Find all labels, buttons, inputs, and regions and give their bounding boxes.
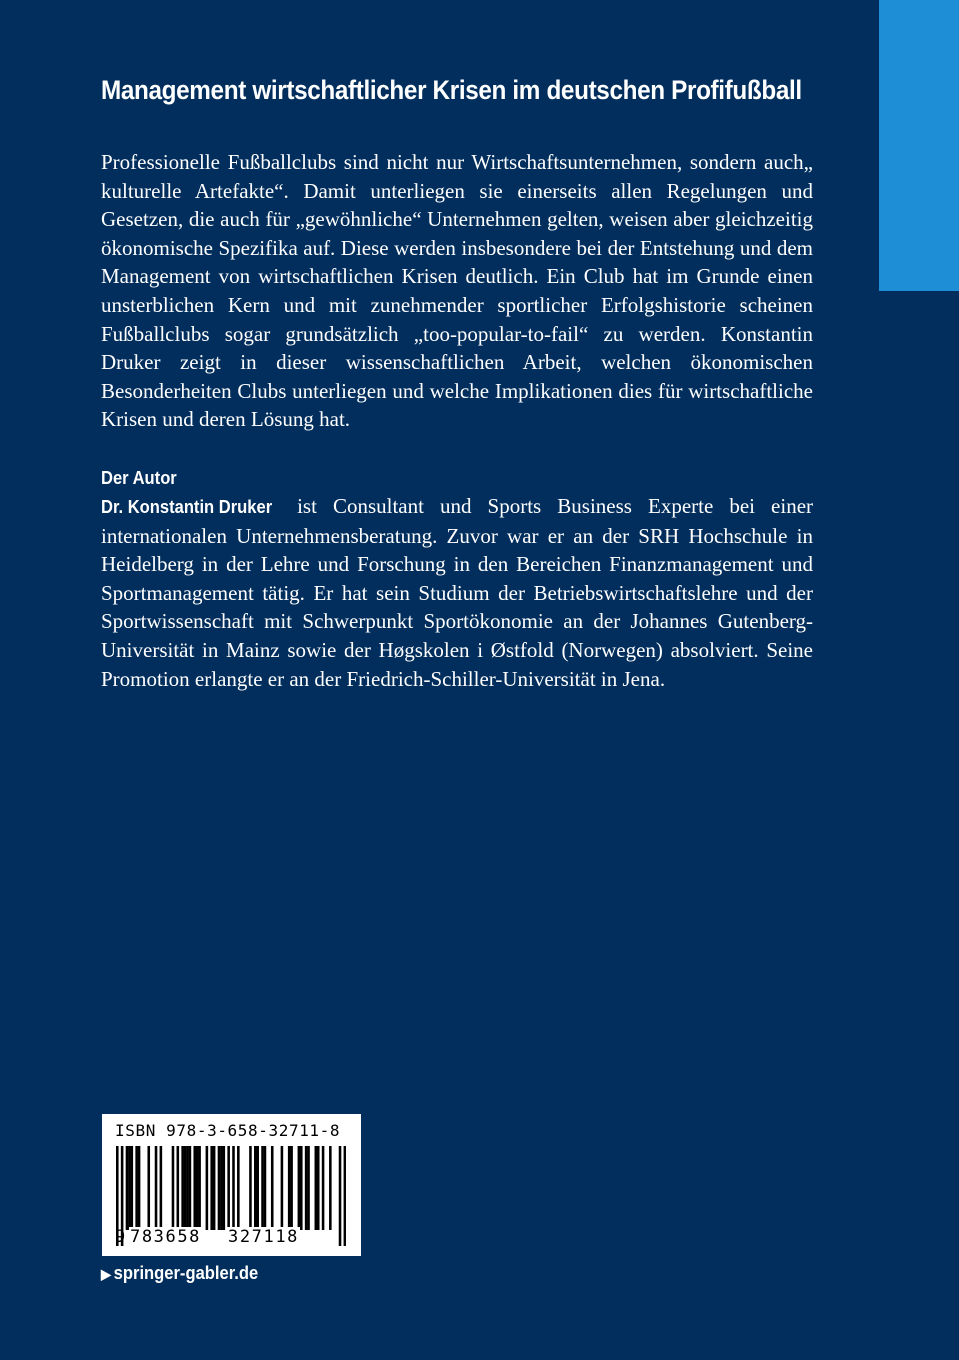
barcode-bar: [256, 1146, 259, 1230]
barcode-digits-left: 783658: [130, 1227, 202, 1247]
barcode-bar: [218, 1146, 221, 1230]
barcode-bar: [131, 1146, 134, 1230]
book-blurb: Professionelle Fußballclubs sind nicht nur Wirtschaftsunternehmen, sondern auch„ kulturelle Artefakte“. Damit unterliegen sie einerseits allen Regelungen und Gesetzen, die auch für „gewöhnliche“ Unternehmen gelten, weisen aber gleichzeitig ökonomische Spezifika auf. Diese werden insbesondere bei der Entstehung und dem Management von wirtschaftlichen Krisen deutlich. Ein Club hat im Grunde einen unsterblichen Kern und mit zunehmender sportlicher Erfolgshistorie scheinen Fußballclubs sogar grundsätzlich „too-popular-to-fail“ zu werden. Konstantin Druker zeigt in dieser wissenschaftlichen Arbeit, welchen ökonomischen Besonderheiten Clubs unterliegen und welche Implikationen dies für wirtschaftliche Krisen und deren Lösung hat.: [101, 150, 813, 432]
barcode-bar: [329, 1146, 332, 1230]
barcode-bar: [317, 1146, 320, 1230]
barcode-bar: [307, 1146, 310, 1230]
barcode-bar: [290, 1146, 293, 1230]
barcode-bar: [305, 1146, 308, 1230]
barcode-bar: [147, 1146, 150, 1230]
barcode-bar: [160, 1146, 163, 1230]
barcode-bar: [135, 1146, 138, 1230]
publisher-url: springer-gabler.de: [113, 1263, 259, 1283]
accent-tab: [879, 0, 959, 291]
author-heading: Der Autor: [101, 467, 177, 488]
barcode-bar: [128, 1146, 131, 1230]
barcode-bar: [344, 1146, 346, 1246]
back-cover-content: [101, 72, 813, 693]
barcode-bar: [322, 1146, 325, 1230]
barcode-bar: [220, 1146, 223, 1230]
barcode-bar: [155, 1146, 158, 1230]
author-name: Dr. Konstantin Druker: [101, 496, 273, 517]
barcode-bar: [181, 1146, 184, 1230]
barcode-bar: [138, 1146, 141, 1230]
barcode-bar: [298, 1146, 301, 1230]
barcode-bar: [186, 1146, 189, 1230]
barcode-digits-right: 327118: [228, 1227, 300, 1247]
barcode-bar: [281, 1146, 284, 1230]
barcode-bar: [237, 1146, 240, 1230]
barcode-bar: [254, 1146, 257, 1230]
barcode-bar: [300, 1146, 303, 1230]
isbn-barcode: [102, 1114, 361, 1256]
barcode-bar: [172, 1146, 175, 1230]
barcode-bar: [184, 1146, 187, 1230]
isbn-label: ISBN 978-3-658-32711-8: [115, 1121, 341, 1140]
barcode-bar: [249, 1146, 252, 1230]
barcode-bar: [177, 1146, 180, 1230]
publisher-link[interactable]: [101, 1262, 258, 1285]
barcode-bar: [210, 1146, 213, 1230]
book-title: Management wirtschaftlicher Krisen im deutschen Profifußball: [101, 75, 802, 105]
play-arrow-icon: ▶: [101, 1266, 111, 1282]
barcode-bar: [339, 1146, 342, 1246]
barcode-bar: [213, 1146, 216, 1230]
barcode-bar: [198, 1146, 201, 1230]
barcode-bar: [223, 1146, 226, 1230]
barcode-bar: [193, 1146, 196, 1230]
barcode-bar: [264, 1146, 267, 1230]
barcode-bar: [261, 1146, 264, 1230]
barcode-bar: [206, 1146, 209, 1230]
barcode-bar: [126, 1146, 129, 1230]
barcode-bar: [189, 1146, 192, 1230]
author-bio: [101, 492, 813, 693]
barcode-bar: [288, 1146, 291, 1230]
barcode-bar: [196, 1146, 199, 1230]
author-bio-text: ist Consultant und Sports Business Experte bei einer internationalen Unternehmensberatung. Zuvor war er an der SRH Hochschule in Heidelberg in der Lehre und Forschung in den Bereichen Finanzmanagement und Sportmanagement tätig. Er hat sein Studium der Betriebswirtschaftslehre und der Sportwissenschaft mit Schwerpunkt Sportökonomie an der Johannes Gutenberg-Universität in Mainz sowie der Høgskolen i Østfold (Norwegen) absolviert. Seine Promotion erlangte er an der Friedrich-Schiller-Universität in Jena.: [101, 493, 814, 691]
barcode-bar: [271, 1146, 274, 1230]
barcode-bar: [315, 1146, 318, 1230]
barcode-digit-first: 9: [115, 1227, 126, 1247]
